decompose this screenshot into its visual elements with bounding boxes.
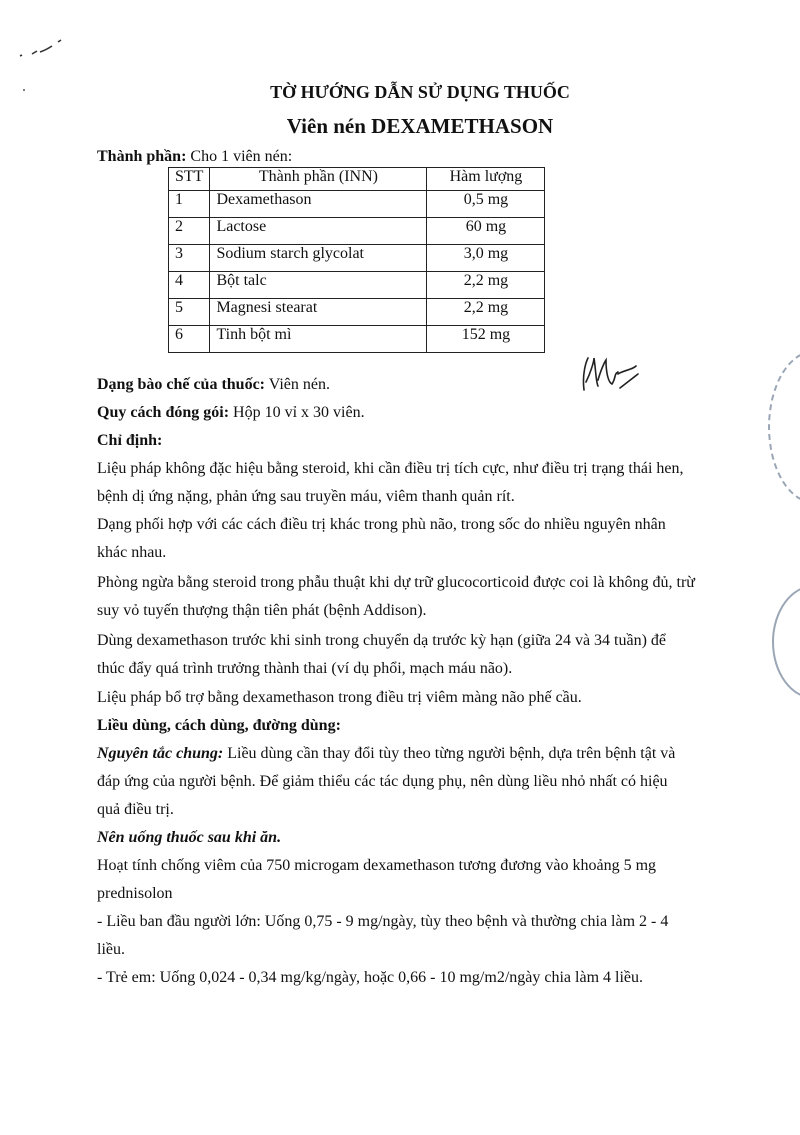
composition-label: Thành phần:: [97, 148, 187, 165]
dosage-form-label: Dạng bào chế của thuốc:: [97, 376, 266, 393]
row-amount: 60 mg: [427, 218, 545, 245]
header-stt: STT: [169, 168, 210, 191]
dosage-line: - Trẻ em: Uống 0,024 - 0,34 mg/kg/ngày, hoặc 0,66 - 10 mg/m2/ngày chia làm 4 liều.: [97, 969, 643, 986]
composition-table: [168, 167, 545, 353]
row-amount: 0,5 mg: [427, 191, 545, 218]
header-amount: Hàm lượng: [427, 168, 545, 191]
stamp-seal-bottom: [772, 585, 800, 699]
dosage-form-line: [97, 375, 757, 395]
row-ingredient: Bột talc: [210, 272, 427, 299]
indication-line: khác nhau.: [97, 544, 167, 561]
principle-text: Liều dùng cần thay đổi tùy theo từng người bệnh, dựa trên bệnh tật và: [223, 745, 676, 762]
row-ingredient: Sodium starch glycolat: [210, 245, 427, 272]
table-header-row: [169, 168, 545, 191]
principle-line: đáp ứng của người bệnh. Để giảm thiểu các tác dụng phụ, nên dùng liều nhỏ nhất có hiệu: [97, 773, 668, 790]
stamp-seal-top: [768, 350, 800, 504]
row-stt: 3: [169, 245, 210, 272]
packaging-value: Hộp 10 vỉ x 30 viên.: [229, 404, 365, 421]
packaging-line: [97, 403, 757, 423]
table-row: [169, 299, 545, 326]
table-row: [169, 191, 545, 218]
composition-text: Cho 1 viên nén:: [186, 148, 293, 165]
indication-line: Dùng dexamethason trước khi sinh trong chuyển dạ trước kỳ hạn (giữa 24 và 34 tuần) để: [97, 632, 667, 649]
row-ingredient: Tinh bột mì: [210, 326, 427, 353]
row-stt: 5: [169, 299, 210, 326]
row-stt: 6: [169, 326, 210, 353]
indication-line: Liệu pháp bổ trợ bằng dexamethason trong điều trị viêm màng não phế cầu.: [97, 689, 582, 706]
dosage-line: Hoạt tính chống viêm của 750 microgam dexamethason tương đương vào khoảng 5 mg: [97, 857, 657, 874]
packaging-label: Quy cách đóng gói:: [97, 404, 230, 421]
row-amount: 152 mg: [427, 326, 545, 353]
row-amount: 2,2 mg: [427, 272, 545, 299]
row-ingredient: Lactose: [210, 218, 427, 245]
row-ingredient: Magnesi stearat: [210, 299, 427, 326]
table-row: [169, 326, 545, 353]
row-amount: 2,2 mg: [427, 299, 545, 326]
indication-line: bệnh dị ứng nặng, phản ứng sau truyền máu, viêm thanh quản rít.: [97, 488, 515, 505]
document-title: TỜ HƯỚNG DẪN SỬ DỤNG THUỐC: [270, 82, 570, 102]
product-name: Viên nén DEXAMETHASON: [286, 114, 554, 138]
indication-line: thúc đẩy quá trình trưởng thành thai (ví dụ phổi, mạch máu não).: [97, 660, 513, 677]
composition-heading: [97, 148, 292, 166]
after-meal-note: Nên uống thuốc sau khi ăn.: [97, 829, 282, 846]
header-ingredient: Thành phần (INN): [210, 168, 427, 191]
indication-line: Liệu pháp không đặc hiệu bằng steroid, khi cần điều trị tích cực, như điều trị trạng thái hen,: [97, 460, 684, 477]
table-row: [169, 245, 545, 272]
row-ingredient: Dexamethason: [210, 191, 427, 218]
table-row: [169, 218, 545, 245]
dosage-line: - Liều ban đầu người lớn: Uống 0,75 - 9 mg/ngày, tùy theo bệnh và thường chia làm 2 - 4: [97, 913, 669, 930]
dosage-heading: Liều dùng, cách dùng, đường dùng:: [97, 717, 341, 734]
dosage-form-value: Viên nén.: [265, 376, 330, 393]
principle-label: Nguyên tắc chung:: [97, 745, 224, 762]
indication-line: suy vỏ tuyến thượng thận tiên phát (bệnh Addison).: [97, 602, 427, 619]
dosage-line: liều.: [97, 941, 125, 958]
principle-line: [97, 744, 757, 764]
row-stt: 2: [169, 218, 210, 245]
indication-line: Dạng phối hợp với các cách điều trị khác trong phù não, trong sốc do nhiều nguyên nhân: [97, 516, 666, 533]
principle-line: quả điều trị.: [97, 801, 174, 818]
row-stt: 1: [169, 191, 210, 218]
row-stt: 4: [169, 272, 210, 299]
indications-heading: Chỉ định:: [97, 432, 163, 449]
dosage-line: prednisolon: [97, 885, 173, 902]
indication-line: Phòng ngừa bằng steroid trong phẫu thuật khi dự trữ glucocorticoid được coi là không đủ, trừ: [97, 574, 695, 591]
row-amount: 3,0 mg: [427, 245, 545, 272]
table-row: [169, 272, 545, 299]
